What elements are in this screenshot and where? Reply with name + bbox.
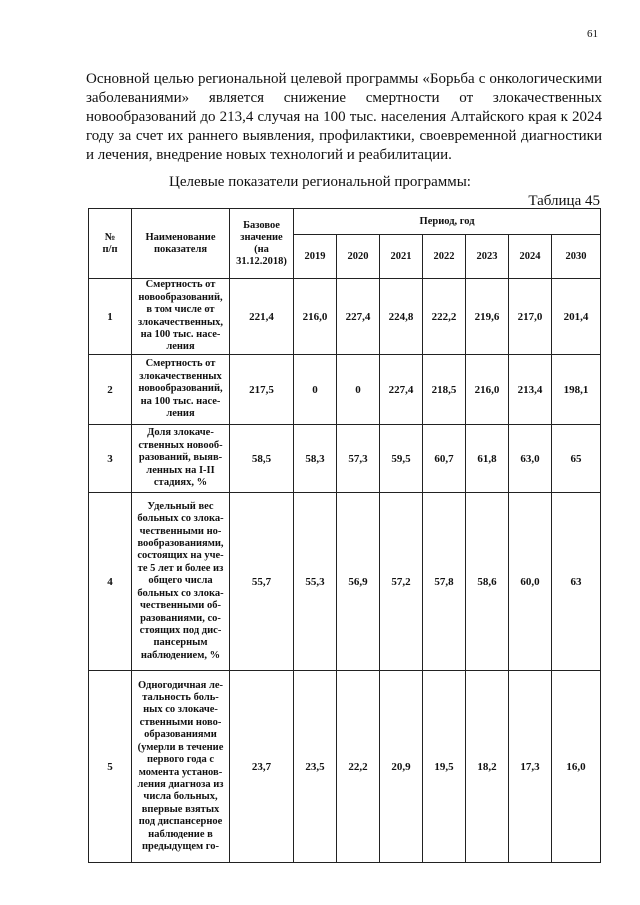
year-value: 213,4 [509,355,552,425]
row-number: 5 [89,671,132,863]
year-value: 227,4 [380,355,423,425]
year-value: 198,1 [552,355,601,425]
indicator-name: Смертность от злокачественных новообразований, на 100 тыс. насе- ления [132,355,230,425]
year-value: 18,2 [466,671,509,863]
header-year: 2023 [466,235,509,279]
table-row [89,279,601,355]
year-value: 16,0 [552,671,601,863]
year-value: 224,8 [380,279,423,355]
year-value: 59,5 [380,425,423,493]
year-value: 17,3 [509,671,552,863]
table-row [89,493,601,671]
year-value: 227,4 [337,279,380,355]
indicator-name: Удельный вес больных со злока- чественными но- вообразованиями, состоящих на уче- те 5 лет и более из общего числа больных со злока- чественными об- разованиями, со- стоящих под дис- пансерным наблюдением, % [132,493,230,671]
year-value: 0 [294,355,337,425]
year-value: 57,8 [423,493,466,671]
table-row [89,425,601,493]
year-value: 55,3 [294,493,337,671]
year-value: 61,8 [466,425,509,493]
header-base-value: Базовое значение (на 31.12.2018) [230,209,294,279]
year-value: 60,0 [509,493,552,671]
indicator-name: Одногодичная ле- тальность боль- ных со злокаче- ственными ново- образованиями (умерли в течение первого года с момента установ- ления диагноза из числа больных, впервые взятых под диспансерное наблюдение в предыдущем го- [132,671,230,863]
year-value: 222,2 [423,279,466,355]
header-period: Период, год [294,209,601,235]
year-value: 57,2 [380,493,423,671]
base-value: 23,7 [230,671,294,863]
year-value: 22,2 [337,671,380,863]
year-value: 20,9 [380,671,423,863]
base-value: 217,5 [230,355,294,425]
year-value: 219,6 [466,279,509,355]
year-value: 57,3 [337,425,380,493]
year-value: 58,6 [466,493,509,671]
year-value: 0 [337,355,380,425]
base-value: 221,4 [230,279,294,355]
header-year: 2020 [337,235,380,279]
row-number: 4 [89,493,132,671]
header-year: 2021 [380,235,423,279]
header-year: 2019 [294,235,337,279]
year-value: 56,9 [337,493,380,671]
year-value: 63,0 [509,425,552,493]
intro-paragraph: Основной целью региональной целевой программы «Борьба с онкологическими заболеваниями» является снижение смертности от злокачественных новообразований до 213,4 случая на 100 тыс. населения Алтайского края к 2024 году за счет их раннего выявления, профилактики, своевременной диагностики и лечения, внедрение новых технологий и реабилитации. [86,71,602,163]
year-value: 216,0 [466,355,509,425]
header-number: № п/п [89,209,132,279]
year-value: 216,0 [294,279,337,355]
header-year: 2024 [509,235,552,279]
year-value: 60,7 [423,425,466,493]
table-title: Целевые показатели региональной программы: [169,174,471,190]
header-year: 2030 [552,235,601,279]
row-number: 3 [89,425,132,493]
year-value: 65 [552,425,601,493]
year-value: 58,3 [294,425,337,493]
base-value: 58,5 [230,425,294,493]
page-number: 61 [587,28,598,40]
year-value: 63 [552,493,601,671]
table-row [89,671,601,863]
header-indicator-name: Наименование показателя [132,209,230,279]
table-label: Таблица 45 [528,193,600,209]
indicator-name: Доля злокаче- ственных новооб- разований, выяв- ленных на I-II стадиях, % [132,425,230,493]
indicator-name: Смертность от новообразований, в том числе от злокачественных, на 100 тыс. насе- ления [132,279,230,355]
year-value: 201,4 [552,279,601,355]
year-value: 217,0 [509,279,552,355]
row-number: 1 [89,279,132,355]
year-value: 19,5 [423,671,466,863]
row-number: 2 [89,355,132,425]
header-year: 2022 [423,235,466,279]
base-value: 55,7 [230,493,294,671]
year-value: 218,5 [423,355,466,425]
year-value: 23,5 [294,671,337,863]
target-indicators-table [88,208,601,863]
table-row [89,355,601,425]
